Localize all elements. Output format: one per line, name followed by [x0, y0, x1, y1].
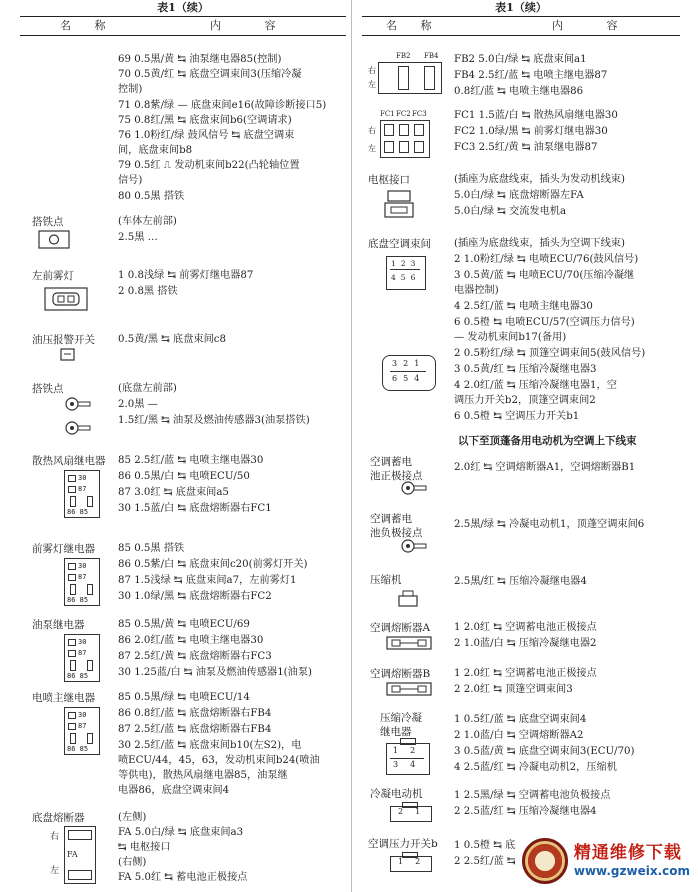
text-line: (右侧) — [118, 857, 147, 868]
fuse-block-fb-icon: 右 左 FB2 FB4 — [368, 52, 442, 96]
text-line: 1 0.8浅绿 ↹ 前雾灯继电器87 — [118, 270, 254, 281]
text-line: 4 2.5红/蓝 ↹ 电喷主继电器30 — [454, 301, 593, 312]
text-line: 1 0.5红/蓝 ↹ 底盘空调束间4 — [454, 714, 587, 725]
text-line: 76 1.0粉红/绿 鼓风信号 ↹ 底盘空调束 — [118, 130, 295, 141]
text-line: FA 5.0白/绿 ↹ 底盘束间a3 — [118, 827, 244, 838]
ac-fuse-a-label: 空调熔断器A — [370, 622, 431, 634]
text-line: 0.8红/蓝 ↹ 电喷主继电器86 — [454, 86, 584, 97]
condenser-motor-label: 冷凝电动机 — [370, 788, 423, 800]
compressor-relay-label: 压缩冷凝 继电器 — [380, 712, 422, 738]
text-line: 6 0.5橙 ↹ 电喷ECU/57(空调压力信号) — [454, 317, 635, 328]
text-line: 2 1.0粉红/绿 ↹ 电喷ECU/76(鼓风信号) — [454, 254, 639, 265]
text-line: 等供电)，散热风扇继电器85，油泵继 — [118, 770, 288, 781]
text-line: 2 1.0蓝/白 ↹ 空调熔断器A2 — [454, 730, 584, 741]
ground-point-label: 搭铁点 — [32, 216, 64, 228]
header-content: 内 容 — [210, 19, 296, 32]
text-line: 71 0.8紫/绿 — 底盘束间e16(故障诊断接口5) — [118, 100, 327, 111]
text-line: 2 0.8黑 搭铁 — [118, 286, 178, 297]
armature-interface-label: 电枢接口 — [368, 174, 410, 186]
fusebox-label: 底盘熔断器 — [32, 812, 85, 824]
text-line: 5.0白/绿 ↹ 底盘熔断器左FA — [454, 190, 584, 201]
text-line: FC3 2.5红/黄 ↹ 油泵继电器87 — [454, 142, 598, 153]
text-line: 70 0.5黄/红 ↹ 底盘空调束间3(压缩冷凝 — [118, 69, 302, 80]
text-line: 2.5黑/红 ↹ 压缩冷凝继电器4 — [454, 576, 587, 587]
text-line: 2 2.5红/蓝 ↹ — [454, 856, 516, 867]
text-line: FB2 5.0白/绿 ↹ 底盘束间a1 — [454, 54, 587, 65]
text-line: 0.5黄/黑 ↹ 底盘束间c8 — [118, 334, 226, 345]
header-name: 名 称 — [386, 19, 442, 32]
text-line: 85 0.5黑/黄 ↹ 电喷ECU/69 — [118, 619, 250, 630]
site-watermark — [522, 838, 690, 884]
pressure-switch-connector-icon: 12 — [390, 852, 434, 874]
main-relay-label: 电喷主继电器 — [32, 692, 95, 704]
fuse-b-icon — [386, 682, 434, 698]
text-line: 间，底盘束间b8 — [118, 145, 193, 156]
text-line: 3 0.5黄/红 ↹ 压缩冷凝继电器3 — [454, 364, 597, 375]
text-line: 1 2.0红 ↹ 空调蓄电池正极接点 — [454, 622, 597, 633]
condenser-motor-connector-icon: 21 — [390, 802, 434, 824]
text-line: 2 2.5蓝/红 ↹ 压缩冷凝继电器4 — [454, 806, 597, 817]
text-line: 3 0.5黄/蓝 ↹ 电喷ECU/70(压缩冷凝继 — [454, 270, 635, 281]
text-line: FC2 1.0绿/黑 ↹ 前雾灯继电器30 — [454, 126, 608, 137]
text-line: 1 2.5黑/绿 ↹ 空调蓄电池负极接点 — [454, 790, 611, 801]
text-line: 喷ECU/44，45，63，发动机束间b24(喷油 — [118, 755, 320, 766]
text-line: 4 2.5蓝/红 ↹ 冷凝电动机2，压缩机 — [454, 762, 617, 773]
text-line: 2 0.5粉红/绿 ↹ 顶篷空调束间5(鼓风信号) — [454, 348, 646, 359]
text-line: 1.5红/黑 ↹ 油泵及燃油传感器3(油泵搭铁) — [118, 415, 310, 426]
text-line: (插座为底盘线束，插头为空调下线束) — [454, 238, 625, 249]
table-header-left — [20, 16, 346, 36]
text-line: 电器控制) — [454, 285, 499, 296]
text-line: 85 2.5红/蓝 ↹ 电喷主继电器30 — [118, 455, 264, 466]
ground-ring-icon — [64, 420, 94, 436]
text-line: 6 0.5橙 ↹ 空调压力开关b1 — [454, 411, 580, 422]
text-line: 30 1.0绿/黑 ↹ 底盘熔断器右FC2 — [118, 591, 272, 602]
text-line: 87 1.5浅绿 ↹ 底盘束间a7，左前雾灯1 — [118, 575, 297, 586]
ground-point-2-label: 搭铁点 — [32, 383, 64, 395]
compressor-label: 压缩机 — [370, 574, 402, 586]
relay-icon: 30 87 86 85 — [64, 634, 100, 682]
armature-connector-icon — [384, 190, 418, 220]
text-line: 30 1.5蓝/白 ↹ 底盘熔断器右FC1 — [118, 503, 272, 514]
ac-fuse-b-label: 空调熔断器B — [370, 668, 431, 680]
text-line: (插座为底盘线束，插头为发动机线束) — [454, 174, 625, 185]
watermark-logo-icon — [522, 838, 568, 884]
header-content: 内 容 — [552, 19, 638, 32]
ac-battery-positive-label: 空调蓄电 池正极接点 — [370, 456, 423, 483]
watermark-url: www.gzweix.com — [573, 864, 690, 879]
text-line: 79 0.5红 ⎍ 发动机束间b22(凸轮轴位置 — [118, 160, 300, 171]
fog-relay-label: 前雾灯继电器 — [32, 543, 95, 555]
text-line: 4 2.0红/蓝 ↹ 压缩冷凝继电器1，空 — [454, 380, 617, 391]
fog-lamp-label: 左前雾灯 — [32, 270, 74, 282]
battery-positive-ring-icon — [400, 480, 430, 496]
text-line: 86 0.5黑/白 ↹ 电喷ECU/50 — [118, 471, 250, 482]
text-line: 30 2.5红/蓝 ↹ 底盘束间b10(左S2)，电 — [118, 740, 302, 751]
text-line: 87 2.5红/蓝 ↹ 底盘熔断器右FB4 — [118, 724, 272, 735]
text-line: 85 0.5黑/绿 ↹ 电喷ECU/14 — [118, 692, 250, 703]
watermark-title: 精通维修下载 — [573, 842, 682, 863]
text-line: 控制) — [118, 84, 143, 95]
text-line: 3 0.5蓝/黄 ↹ 底盘空调束间3(ECU/70) — [454, 746, 635, 757]
compressor-relay-connector-icon: 12 34 — [386, 738, 432, 776]
text-line: FB4 2.5红/蓝 ↹ 电喷主继电器87 — [454, 70, 608, 81]
relay-icon: 30 87 86 85 — [64, 470, 100, 518]
pump-relay-label: 油泵继电器 — [32, 619, 85, 631]
header-name: 名 称 — [60, 19, 116, 32]
text-line: 69 0.5黑/黄 ↹ 油泵继电器85(控制) — [118, 54, 282, 65]
text-line: 5.0白/绿 ↹ 交流发电机a — [454, 206, 567, 217]
relay-icon: 30 87 86 85 — [64, 558, 100, 606]
ac-harness-connector-icon: 123 456 — [386, 256, 426, 290]
text-line: — 发动机束间b17(备用) — [454, 332, 567, 343]
text-line: 1 2.0红 ↹ 空调蓄电池正极接点 — [454, 668, 597, 679]
text-line: (左侧) — [118, 812, 147, 823]
text-line: 2.0黑 — — [118, 399, 158, 410]
column-divider — [351, 0, 352, 892]
text-line: 86 0.8红/蓝 ↹ 底盘熔断器右FB4 — [118, 708, 272, 719]
text-line: 电器86，底盘空调束间4 — [118, 785, 230, 796]
ac-battery-negative-label: 空调蓄电 池负极接点 — [370, 513, 423, 540]
text-line: ↹ 电枢接口 — [118, 842, 171, 853]
battery-negative-ring-icon — [400, 538, 430, 554]
text-line: 2 1.0蓝/白 ↹ 压缩冷凝继电器2 — [454, 638, 597, 649]
text-line: FA 5.0红 ↹ 蓄电池正极接点 — [118, 872, 248, 883]
ground-ring-icon — [64, 396, 94, 412]
table-title-left: 表1（续） — [157, 1, 209, 14]
text-line: 2.5黑 … — [118, 232, 158, 243]
text-line: 85 0.5黑 搭铁 — [118, 543, 185, 554]
oil-pressure-switch-label: 油压报警开关 — [32, 334, 95, 346]
table-header-right — [362, 16, 680, 36]
text-line: 2.5黑/绿 ↹ 冷凝电动机1，顶蓬空调束间6 — [454, 519, 645, 530]
chassis-ac-harness-label: 底盘空调束间 — [368, 238, 431, 250]
oil-switch-icon — [60, 348, 76, 362]
fusebox-icon: 右 左 FA — [50, 826, 110, 886]
top-harness-connector-icon: 321 654 — [382, 352, 438, 394]
text-line: 30 1.25蓝/白 ↹ 油泵及燃油传感器1(油泵) — [118, 667, 313, 678]
text-line: (车体左前部) — [118, 216, 177, 227]
section-note: 以下至顶蓬备用电动机为空调上下线束 — [458, 435, 637, 447]
text-line: 86 2.0红/蓝 ↹ 电喷主继电器30 — [118, 635, 264, 646]
table-title-right: 表1（续） — [495, 1, 547, 14]
text-line: 1 0.5橙 ↹ 底 — [454, 840, 516, 851]
left-column — [20, 0, 346, 883]
text-line: 80 0.5黑 搭铁 — [118, 191, 185, 202]
text-line: 2.0红 ↹ 空调熔断器A1，空调熔断器B1 — [454, 462, 636, 473]
fog-lamp-connector-icon — [44, 285, 90, 313]
relay-icon: 30 87 86 85 — [64, 707, 100, 755]
text-line: 调压力开关b2，顶篷空调束间2 — [454, 395, 596, 406]
text-line: 87 3.0红 ↹ 底盘束间a5 — [118, 487, 229, 498]
text-line: 75 0.8红/黑 ↹ 底盘束间b6(空调请求) — [118, 115, 292, 126]
pressure-switch-label: 空调压力开关b — [368, 838, 438, 850]
fan-relay-label: 散热风扇继电器 — [32, 455, 106, 467]
text-line: (底盘左前部) — [118, 383, 177, 394]
compressor-connector-icon — [398, 590, 420, 608]
fuse-block-fc-icon: 右 左 FC1 FC2 FC3 — [368, 110, 442, 160]
text-line: 87 2.5红/黄 ↹ 底盘熔断器右FC3 — [118, 651, 272, 662]
fuse-a-icon — [386, 636, 434, 652]
text-line: 信号) — [118, 175, 143, 186]
ground-connector-icon — [38, 230, 72, 250]
text-line: 86 0.5紫/白 ↹ 底盘束间c20(前雾灯开关) — [118, 559, 308, 570]
text-line: FC1 1.5蓝/白 ↹ 散热风扇继电器30 — [454, 110, 618, 121]
text-line: 2 2.0红 ↹ 顶篷空调束间3 — [454, 684, 573, 695]
